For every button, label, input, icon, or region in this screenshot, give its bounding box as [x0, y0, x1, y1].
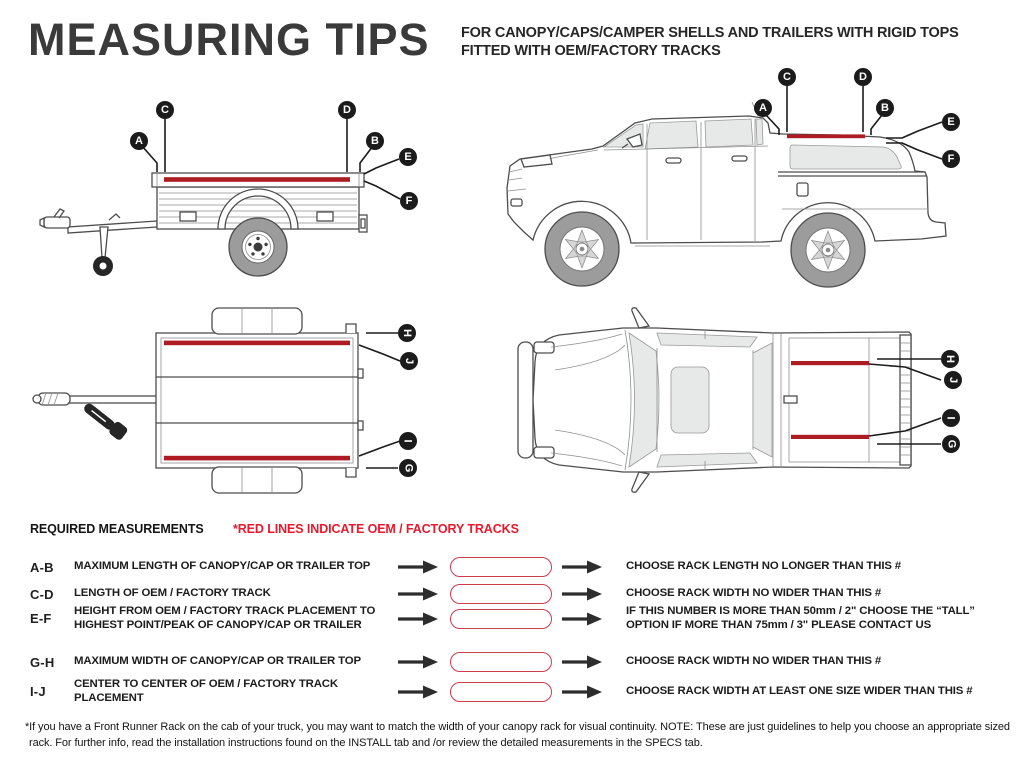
trailer-top-view-drawing — [30, 300, 460, 505]
arrow-right-icon — [562, 560, 602, 574]
measurement-row — [30, 583, 1008, 605]
arrow-right-icon — [562, 685, 602, 699]
truck-side-callout-f: F — [942, 150, 960, 168]
red-lines-note: *RED LINES INDICATE OEM / FACTORY TRACKS — [232, 522, 519, 536]
footnote-text: *If you have a Front Runner Rack on the cab of your truck, you may want to match the width of your canopy rack for visual continuity. NOTE: These are just guidelines to help you choose an appropriate sized rack. For further info, read the installation instructions found on the INSTALL tab and /or review the detailed measurements in the SPECS tab. — [25, 721, 1010, 749]
arrow-right-icon — [562, 612, 602, 626]
truck-side-callout-c: C — [778, 68, 796, 86]
measurement-description: MAXIMUM LENGTH OF CANOPY/CAP OR TRAILER TOP — [74, 560, 371, 573]
measurement-description: MAXIMUM WIDTH OF CANOPY/CAP OR TRAILER TOP — [74, 655, 361, 668]
required-measurements-label: REQUIRED MEASUREMENTS — [30, 522, 204, 536]
measurement-result: CHOOSE RACK WIDTH NO WIDER THAN THIS # — [626, 655, 882, 668]
measurement-input-pill — [450, 609, 552, 629]
measurement-input-pill — [450, 652, 552, 672]
measurement-result: CHOOSE RACK LENGTH NO LONGER THAN THIS # — [626, 560, 901, 573]
arrow-right-icon — [398, 587, 438, 601]
trailer-top-callout-i: I — [399, 432, 417, 450]
trailer-side-callout-b: B — [366, 132, 384, 150]
truck-side-callout-a: A — [754, 99, 772, 117]
oem-track-red-line — [164, 177, 350, 182]
trailer-top-callout-h: H — [398, 324, 416, 342]
truck-side-callout-d: D — [854, 68, 872, 86]
arrow-right-icon — [398, 685, 438, 699]
truck-top-view-drawing — [505, 300, 1005, 505]
measurement-result: CHOOSE RACK WIDTH NO WIDER THAN THIS # — [626, 587, 882, 600]
page-title: MEASURING TIPS — [28, 14, 430, 65]
page-subtitle — [461, 25, 959, 60]
trailer-side-callout-c: C — [156, 101, 174, 119]
measurement-row — [30, 605, 1008, 632]
truck-side-view-drawing — [500, 60, 1010, 300]
trailer-side-callout-d: D — [338, 101, 356, 119]
trailer-side-callout-a: A — [130, 132, 148, 150]
leader-lines — [359, 333, 400, 468]
arrow-right-icon — [398, 612, 438, 626]
truck-side-callout-e: E — [942, 113, 960, 131]
trailer-side-callout-f: F — [400, 192, 418, 210]
truck-side-callout-b: B — [876, 99, 894, 117]
measurement-row — [30, 651, 1008, 673]
measurement-result: CHOOSE RACK WIDTH AT LEAST ONE SIZE WIDER THAN THIS # — [626, 684, 973, 697]
measurement-description: LENGTH OF OEM / FACTORY TRACK — [74, 587, 271, 600]
oem-track-red-line — [791, 361, 869, 365]
legend-row — [30, 522, 519, 536]
trailer-side-view-drawing — [30, 70, 460, 300]
arrow-right-icon — [562, 655, 602, 669]
oem-track-red-line — [164, 341, 350, 346]
measurement-input-pill — [450, 584, 552, 604]
oem-track-red-line — [164, 456, 350, 461]
measurement-description: HEIGHT FROM OEM / FACTORY TRACK PLACEMENT TO HIGHEST POINT/PEAK OF CANOPY/CAP OR TRAILER — [74, 605, 376, 631]
truck-top-callout-j: J — [944, 371, 962, 389]
measurement-row — [30, 678, 1008, 705]
truck-top-callout-g: G — [942, 435, 960, 453]
oem-track-red-line — [791, 435, 869, 439]
trailer-top-callout-g: G — [399, 459, 417, 477]
truck-top-callout-i: I — [942, 409, 960, 427]
measurement-input-pill — [450, 682, 552, 702]
truck-top-callout-h: H — [941, 350, 959, 368]
measurement-code: E-F — [30, 611, 52, 626]
trailer-top-callout-j: J — [400, 352, 418, 370]
measurement-code: G-H — [30, 654, 55, 670]
measurement-input-pill — [450, 557, 552, 577]
arrow-right-icon — [398, 655, 438, 669]
arrow-right-icon — [562, 587, 602, 601]
measurement-code: A-B — [30, 559, 54, 575]
oem-track-red-line — [787, 134, 865, 138]
arrow-right-icon — [398, 560, 438, 574]
measurement-row — [30, 556, 1008, 578]
measurement-code: I-J — [30, 684, 46, 699]
trailer-side-callout-e: E — [399, 148, 417, 166]
measurement-code: C-D — [30, 586, 54, 602]
measurement-description: CENTER TO CENTER OF OEM / FACTORY TRACK PLACEMENT — [74, 678, 338, 704]
subtitle-line-1: FOR CANOPY/CAPS/CAMPER SHELLS AND TRAILERS WITH RIGID TOPS — [461, 25, 959, 41]
subtitle-line-2: FITTED WITH OEM/FACTORY TRACKS — [461, 42, 721, 59]
measurement-result: IF THIS NUMBER IS MORE THAN 50mm / 2" CHOOSE THE “TALL” OPTION IF MORE THAN 75mm / 3" PLEASE CONTACT US — [626, 605, 975, 631]
